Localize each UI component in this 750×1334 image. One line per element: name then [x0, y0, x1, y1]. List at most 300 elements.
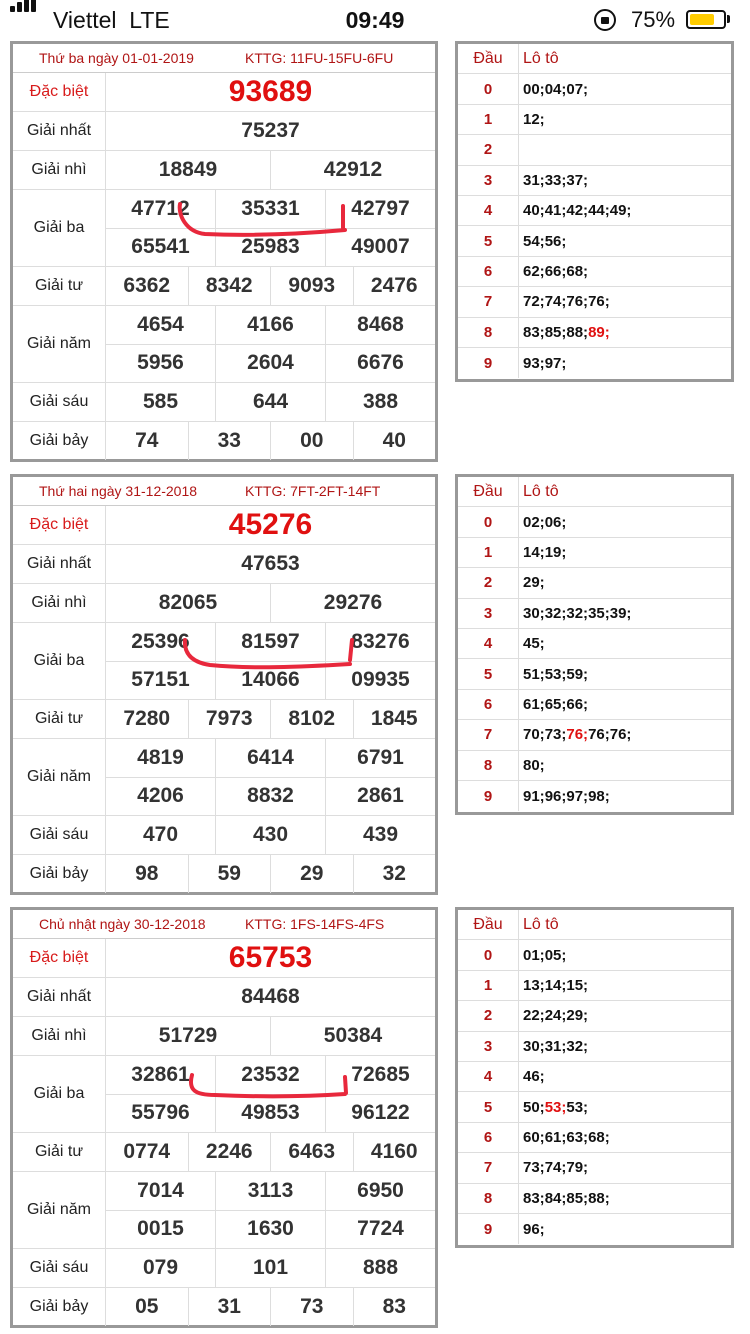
prize-label: Giải nhất [13, 978, 106, 1016]
loto-row [458, 257, 731, 287]
prize-line [106, 1095, 435, 1133]
loto-head: 8 [458, 318, 519, 347]
prize-values [106, 1249, 435, 1287]
loto-head: 6 [458, 257, 519, 286]
prize-line [106, 700, 435, 738]
loto-number: 32; [544, 604, 567, 622]
loto-number: 91; [523, 787, 545, 805]
kttg-code: KTTG: 11FU-15FU-6FU [245, 50, 394, 66]
loto-values-title: Lô tô [523, 482, 559, 500]
prize-line [106, 623, 435, 662]
prize-line [106, 306, 435, 345]
prize-number: 430 [216, 816, 326, 854]
special-prize-number: 45276 [228, 508, 313, 541]
prize-line [106, 1249, 435, 1287]
loto-values [519, 751, 731, 780]
loto-row [458, 318, 731, 348]
special-prize-number: 93689 [228, 75, 313, 108]
loto-values [519, 659, 731, 688]
loto-number: 97; [544, 354, 567, 372]
prize-number: 18849 [106, 151, 271, 189]
prize-label: Giải sáu [13, 383, 106, 421]
prize-label: Giải ba [13, 623, 106, 699]
loto-values [519, 318, 731, 347]
prize-label: Giải nhì [13, 1017, 106, 1055]
loto-row [458, 538, 731, 568]
prize-line [106, 345, 435, 383]
draw-date: Thứ hai ngày 31-12-2018 [39, 483, 198, 499]
prize-number: 4160 [370, 1140, 418, 1163]
prize-number: 35331 [216, 190, 326, 228]
prize-label: Giải nhất [13, 545, 106, 583]
loto-number: 73; [544, 726, 567, 744]
prize-values [106, 73, 435, 111]
prize-line [106, 978, 435, 1016]
prize-number: 470 [106, 816, 216, 854]
loto-head: 7 [458, 720, 519, 749]
kttg-code: KTTG: 7FT-2FT-14FT [245, 483, 381, 499]
prize-number: 585 [106, 383, 216, 421]
loto-row [458, 166, 731, 196]
prize-line [106, 584, 435, 622]
prize-number: 57151 [106, 662, 216, 700]
prize-number: 4654 [106, 306, 216, 344]
prize-number: 29276 [323, 591, 383, 614]
loto-number: 53; [566, 1098, 589, 1116]
prize-label: Giải sáu [13, 816, 106, 854]
loto-head: 5 [458, 659, 519, 688]
prize-number: 74 [106, 422, 189, 460]
prize-number: 1845 [370, 707, 418, 730]
loto-values [519, 74, 731, 103]
loto-number-highlight: 76; [566, 726, 589, 744]
loto-values-title: Lô tô [523, 915, 559, 933]
loto-number: 76; [609, 726, 632, 744]
prize-values [106, 1056, 435, 1132]
prize-number: 33 [189, 422, 272, 460]
loto-number: 96; [523, 1220, 545, 1238]
loto-values [519, 226, 731, 255]
loto-head: 7 [458, 1153, 519, 1182]
loto-number-highlight: 89; [588, 323, 610, 341]
loto-header [458, 44, 731, 74]
prize-number: 81597 [216, 623, 326, 661]
carrier-name: Viettel [53, 7, 117, 33]
loto-table [455, 474, 734, 815]
loto-header [458, 477, 731, 507]
battery-icon [686, 10, 726, 29]
prize-line [106, 1172, 435, 1211]
loto-values [519, 940, 731, 969]
prize-line [106, 190, 435, 229]
prize-number: 0774 [106, 1133, 189, 1171]
prize-line [106, 816, 435, 854]
results-table [10, 41, 438, 462]
loto-number: 14; [523, 543, 545, 561]
prize-row-special [13, 939, 435, 978]
loto-number: 63; [566, 1128, 589, 1146]
prize-row-fourth [13, 700, 435, 739]
loto-row [458, 751, 731, 781]
loto-number: 07; [566, 80, 589, 98]
prize-row-special [13, 73, 435, 112]
prize-line [106, 383, 435, 421]
prize-number: 72685 [351, 1062, 410, 1086]
prize-number: 55796 [106, 1095, 216, 1133]
prize-line [106, 267, 435, 305]
loto-number: 88; [566, 323, 589, 341]
loto-number: 37; [566, 171, 589, 189]
prize-number: 7724 [357, 1217, 404, 1241]
prize-values [106, 306, 435, 382]
loto-number: 49; [609, 202, 632, 220]
clock: 09:49 [345, 7, 405, 33]
prize-number: 47653 [241, 552, 300, 575]
loto-number: 72; [523, 293, 545, 311]
prize-label: Giải tư [13, 1133, 106, 1171]
loto-head: 0 [458, 940, 519, 969]
loto-number: 13; [523, 976, 545, 994]
loto-values [519, 690, 731, 719]
loto-values-title: Lô tô [523, 49, 559, 67]
prize-number: 5956 [106, 345, 216, 383]
loto-head-title: Đầu [458, 910, 519, 939]
loto-values [519, 287, 731, 316]
loto-values [519, 629, 731, 658]
prize-number: 6676 [357, 351, 404, 375]
prize-row-sixth [13, 383, 435, 422]
loto-values [519, 538, 731, 567]
prize-number: 1630 [216, 1211, 326, 1249]
loto-values [519, 720, 731, 749]
prize-number: 6791 [357, 745, 404, 769]
loto-number: 96; [544, 787, 567, 805]
loto-number: 14; [544, 976, 567, 994]
prize-label: Đặc biệt [13, 939, 106, 977]
loto-values [519, 1092, 731, 1121]
draw-date: Thứ ba ngày 01-01-2019 [39, 50, 194, 66]
prize-values [106, 506, 435, 544]
prize-label: Giải tư [13, 267, 106, 305]
loto-number: 33; [544, 171, 567, 189]
loto-head: 2 [458, 135, 519, 164]
loto-row [458, 105, 731, 135]
prize-number: 51729 [106, 1017, 271, 1055]
loto-table [455, 907, 734, 1248]
prize-values [106, 739, 435, 815]
prize-number: 42912 [323, 158, 383, 181]
prize-line [106, 151, 435, 189]
loto-number: 66; [544, 262, 567, 280]
loto-number: 80; [523, 756, 545, 774]
loto-number: 61; [544, 1128, 567, 1146]
loto-number: 83; [523, 323, 545, 341]
loto-number: 54; [523, 232, 545, 250]
loto-number: 51; [523, 665, 545, 683]
prize-label: Giải bảy [13, 1288, 106, 1326]
loto-number: 61; [523, 695, 545, 713]
loto-number: 15; [566, 976, 589, 994]
prize-label: Giải năm [13, 1172, 106, 1248]
prize-label: Đặc biệt [13, 506, 106, 544]
draw-date: Chủ nhật ngày 30-12-2018 [39, 916, 206, 932]
loto-number: 04; [544, 80, 567, 98]
loto-header [458, 910, 731, 940]
loto-head: 3 [458, 599, 519, 628]
loto-number: 98; [588, 787, 610, 805]
loto-number: 79; [566, 1159, 589, 1177]
prize-values [106, 978, 435, 1016]
results-table [10, 907, 438, 1328]
prize-row-third [13, 190, 435, 267]
loto-number: 31; [544, 1037, 567, 1055]
loto-number: 93; [523, 354, 545, 372]
loto-values [519, 105, 731, 134]
prize-number: 101 [216, 1249, 326, 1287]
prize-number: 83276 [351, 629, 410, 653]
prize-number: 8342 [189, 267, 272, 305]
prize-number: 4166 [216, 306, 326, 344]
loto-number-highlight: 53; [544, 1098, 567, 1116]
loto-number: 31; [523, 171, 545, 189]
loto-number: 70; [523, 726, 545, 744]
prize-number: 388 [362, 390, 399, 413]
prize-number: 439 [362, 823, 399, 846]
prize-number: 6950 [357, 1178, 404, 1202]
loto-head: 4 [458, 629, 519, 658]
loto-number: 46; [523, 1068, 545, 1086]
loto-values [519, 1001, 731, 1030]
loto-number: 29; [523, 574, 545, 592]
loto-row [458, 226, 731, 256]
loto-head: 5 [458, 226, 519, 255]
loto-number: 01; [523, 946, 545, 964]
prize-line [106, 229, 435, 267]
loto-values [519, 257, 731, 286]
prize-values [106, 623, 435, 699]
loto-row [458, 971, 731, 1001]
loto-values [519, 971, 731, 1000]
prize-row-seventh [13, 422, 435, 460]
loto-number: 74; [544, 1159, 567, 1177]
prize-number: 23532 [216, 1056, 326, 1094]
prize-line [106, 112, 435, 150]
prize-row-sixth [13, 1249, 435, 1288]
prize-label: Giải tư [13, 700, 106, 738]
loto-row [458, 720, 731, 750]
prize-number: 8832 [216, 778, 326, 816]
loto-values [519, 1153, 731, 1182]
loto-row [458, 690, 731, 720]
kttg-code: KTTG: 1FS-14FS-4FS [245, 916, 385, 932]
prize-number: 98 [106, 855, 189, 893]
prize-number: 7973 [189, 700, 272, 738]
loto-number: 12; [523, 110, 545, 128]
battery-tip [727, 15, 730, 23]
results-table [10, 474, 438, 895]
prize-number: 84468 [241, 985, 300, 1008]
network-type: LTE [129, 7, 170, 33]
prize-row-first [13, 112, 435, 151]
results-header [13, 44, 435, 73]
loto-row [458, 1032, 731, 1062]
battery-level [690, 14, 714, 25]
prize-number: 82065 [106, 584, 271, 622]
loto-number: 66; [566, 695, 589, 713]
prize-line [106, 778, 435, 816]
prize-number: 96122 [351, 1101, 410, 1125]
loto-number: 02; [523, 513, 545, 531]
prize-label: Giải nhất [13, 112, 106, 150]
prize-row-second [13, 1017, 435, 1056]
loto-number: 05; [544, 946, 567, 964]
loto-row [458, 348, 731, 378]
prize-line [106, 1017, 435, 1055]
prize-line [106, 939, 435, 977]
loto-row [458, 1214, 731, 1244]
loto-number: 83; [523, 1189, 545, 1207]
loto-values [519, 1032, 731, 1061]
loto-values [519, 348, 731, 378]
loto-number: 32; [566, 604, 589, 622]
loto-table [455, 41, 734, 382]
prize-number: 6414 [216, 739, 326, 777]
prize-values [106, 939, 435, 977]
prize-number: 25983 [216, 229, 326, 267]
loto-values [519, 1214, 731, 1244]
prize-number: 7280 [106, 700, 189, 738]
prize-number: 49007 [351, 235, 410, 259]
loto-number: 85; [566, 1189, 589, 1207]
loto-head: 0 [458, 74, 519, 103]
prize-values [106, 383, 435, 421]
prize-values [106, 1172, 435, 1248]
loto-head: 1 [458, 538, 519, 567]
loto-row [458, 940, 731, 970]
prize-row-third [13, 623, 435, 700]
loto-row [458, 781, 731, 811]
loto-head: 1 [458, 971, 519, 1000]
loto-number: 88; [588, 1189, 610, 1207]
loto-values [519, 1062, 731, 1091]
loto-number: 73; [523, 1159, 545, 1177]
loto-head: 4 [458, 1062, 519, 1091]
prize-number: 2246 [189, 1133, 272, 1171]
prize-line [106, 662, 435, 700]
loto-number: 39; [609, 604, 632, 622]
prize-label: Giải bảy [13, 422, 106, 460]
prize-line [106, 422, 435, 460]
prize-number: 83 [382, 1295, 406, 1318]
prize-number: 2476 [370, 274, 418, 297]
loto-number: 97; [566, 787, 589, 805]
loto-row [458, 1001, 731, 1031]
loto-head: 4 [458, 196, 519, 225]
loto-head: 3 [458, 166, 519, 195]
status-bar [0, 0, 750, 40]
prize-label: Giải sáu [13, 1249, 106, 1287]
prize-label: Giải bảy [13, 855, 106, 893]
loto-number: 32; [566, 1037, 589, 1055]
loto-row [458, 74, 731, 104]
loto-row [458, 507, 731, 537]
prize-values [106, 700, 435, 738]
prize-line [106, 1056, 435, 1095]
loto-number: 76; [566, 293, 589, 311]
loto-values [519, 135, 731, 164]
loto-head: 6 [458, 690, 519, 719]
prize-line [106, 1211, 435, 1249]
loto-row [458, 135, 731, 165]
loto-number: 74; [544, 293, 567, 311]
prize-row-fifth [13, 739, 435, 816]
prize-number: 40 [382, 429, 406, 452]
prize-number: 00 [271, 422, 354, 460]
prize-number: 8468 [357, 312, 404, 336]
loto-head: 8 [458, 1184, 519, 1213]
loto-number: 35; [588, 604, 610, 622]
loto-head: 7 [458, 287, 519, 316]
prize-number: 75237 [241, 119, 300, 142]
loto-number: 68; [588, 1128, 610, 1146]
prize-values [106, 584, 435, 622]
loto-head: 2 [458, 568, 519, 597]
prize-row-sixth [13, 816, 435, 855]
prize-number: 4206 [106, 778, 216, 816]
loto-number: 60; [523, 1128, 545, 1146]
prize-line [106, 1133, 435, 1171]
prize-number: 47712 [106, 190, 216, 228]
results-header [13, 477, 435, 506]
results-header [13, 910, 435, 939]
prize-row-fourth [13, 267, 435, 306]
loto-row [458, 287, 731, 317]
prize-row-seventh [13, 855, 435, 893]
prize-number: 079 [106, 1249, 216, 1287]
prize-number: 31 [189, 1288, 272, 1326]
prize-values [106, 545, 435, 583]
loto-values [519, 568, 731, 597]
prize-number: 14066 [216, 662, 326, 700]
prize-number: 6362 [106, 267, 189, 305]
loto-row [458, 1092, 731, 1122]
prize-number: 6463 [271, 1133, 354, 1171]
prize-label: Giải ba [13, 1056, 106, 1132]
prize-line [106, 506, 435, 544]
prize-number: 29 [271, 855, 354, 893]
loto-number: 44; [588, 202, 610, 220]
prize-label: Giải nhì [13, 584, 106, 622]
loto-number: 59; [566, 665, 589, 683]
prize-number: 0015 [106, 1211, 216, 1249]
prize-number: 73 [271, 1288, 354, 1326]
prize-row-seventh [13, 1288, 435, 1326]
prize-number: 50384 [323, 1024, 383, 1047]
prize-number: 32 [382, 862, 406, 885]
prize-label: Giải nhì [13, 151, 106, 189]
loto-head: 3 [458, 1032, 519, 1061]
loto-number: 06; [544, 513, 567, 531]
loto-row [458, 659, 731, 689]
prize-values [106, 112, 435, 150]
loto-values [519, 166, 731, 195]
loto-values [519, 1123, 731, 1152]
loto-row [458, 1184, 731, 1214]
loto-number: 45; [523, 635, 545, 653]
prize-number: 9093 [271, 267, 354, 305]
loto-head-title: Đầu [458, 477, 519, 506]
prize-label: Giải năm [13, 306, 106, 382]
